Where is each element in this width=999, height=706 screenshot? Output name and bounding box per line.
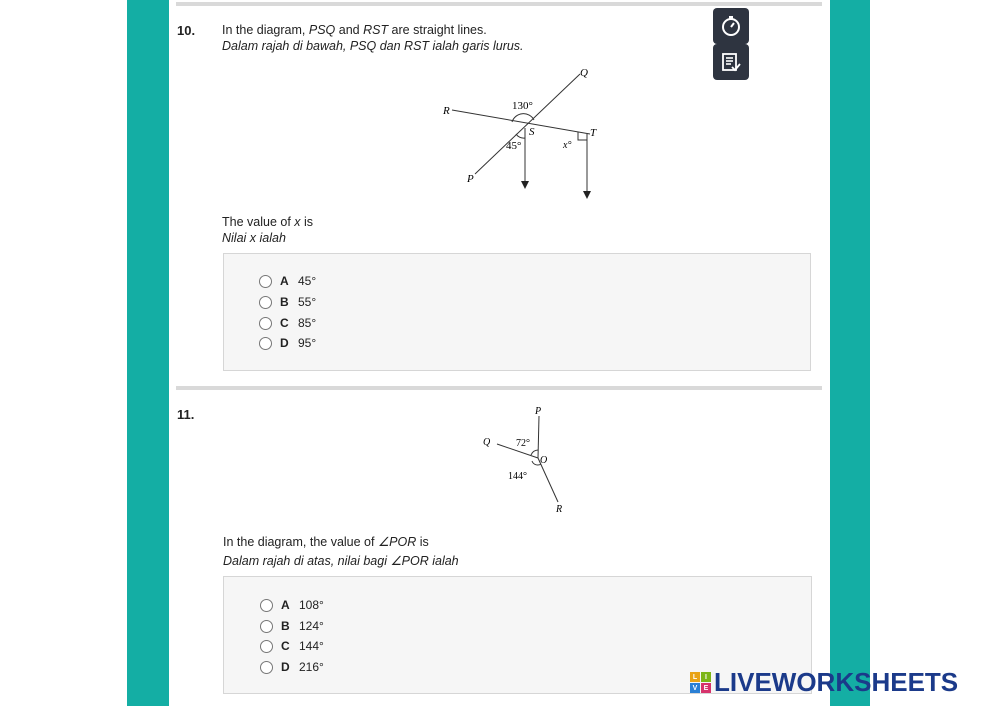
stopwatch-icon (719, 14, 743, 38)
left-margin-band (127, 0, 169, 706)
radio-button[interactable] (259, 296, 272, 309)
question-11-diagram (475, 400, 585, 520)
question-10-prompt-en: The value of x is (222, 215, 314, 229)
timer-button[interactable] (713, 8, 749, 44)
label-angle-144: 144° (508, 471, 527, 482)
arrowhead-s (521, 181, 529, 189)
label-p: P (467, 173, 474, 185)
question-10-number: 10. (177, 23, 196, 38)
label-s: S (529, 126, 535, 138)
label-p: P (535, 406, 542, 417)
radio-button[interactable] (260, 640, 273, 653)
label-q: Q (580, 67, 588, 79)
question-11-number: 11. (177, 407, 195, 422)
question-10-diagram (430, 62, 610, 202)
q11-option-a[interactable]: A 108° (260, 598, 324, 612)
q10-option-b[interactable]: B 55° (259, 295, 316, 309)
brand-name: LIVEWORKSHEETS (714, 667, 959, 697)
question-divider (176, 386, 822, 390)
line-psq (475, 74, 580, 174)
q10-option-c[interactable]: C 85° (259, 316, 316, 330)
radio-button[interactable] (259, 337, 272, 350)
q11-option-b[interactable]: B 124° (260, 619, 324, 633)
submit-answers-button[interactable] (713, 44, 749, 80)
question-10-prompt-ms: Nilai x ialah (222, 231, 286, 245)
question-10-options-box (223, 253, 811, 371)
label-angle-45: 45° (506, 140, 522, 152)
arc-45 (516, 134, 525, 138)
q11-option-c[interactable]: C 144° (260, 639, 324, 653)
q10-option-d[interactable]: D 95° (259, 336, 316, 350)
radio-button[interactable] (260, 661, 273, 674)
top-divider (176, 2, 822, 6)
label-angle-130: 130° (512, 100, 533, 112)
q10-option-a[interactable]: A 45° (259, 274, 316, 288)
right-margin-band (830, 0, 870, 706)
liveworksheets-logo (690, 667, 958, 698)
question-10-text-en: In the diagram, PSQ and RST are straight lines. (222, 23, 487, 37)
label-q: Q (483, 437, 491, 448)
label-r: R (443, 105, 450, 117)
label-o: O (540, 455, 548, 466)
radio-button[interactable] (260, 599, 273, 612)
arrowhead-t (583, 191, 591, 199)
radio-button[interactable] (259, 317, 272, 330)
arc-72 (531, 450, 538, 455)
question-10-text-ms: Dalam rajah di bawah, PSQ dan RST ialah garis lurus. (222, 39, 524, 53)
q11-option-d[interactable]: D 216° (260, 660, 324, 674)
question-11-prompt-en: In the diagram, the value of ∠POR is (223, 535, 429, 549)
question-11-prompt-ms: Dalam rajah di atas, nilai bagi ∠POR ialah (223, 554, 459, 568)
radio-button[interactable] (260, 620, 273, 633)
logo-mark-icon: L I V E (690, 672, 711, 693)
label-angle-x: x° (563, 140, 572, 151)
checklist-icon (720, 51, 742, 73)
ray-op (538, 416, 539, 458)
label-r: R (556, 504, 563, 515)
label-angle-72: 72° (516, 438, 530, 449)
label-t: T (590, 127, 597, 139)
radio-button[interactable] (259, 275, 272, 288)
